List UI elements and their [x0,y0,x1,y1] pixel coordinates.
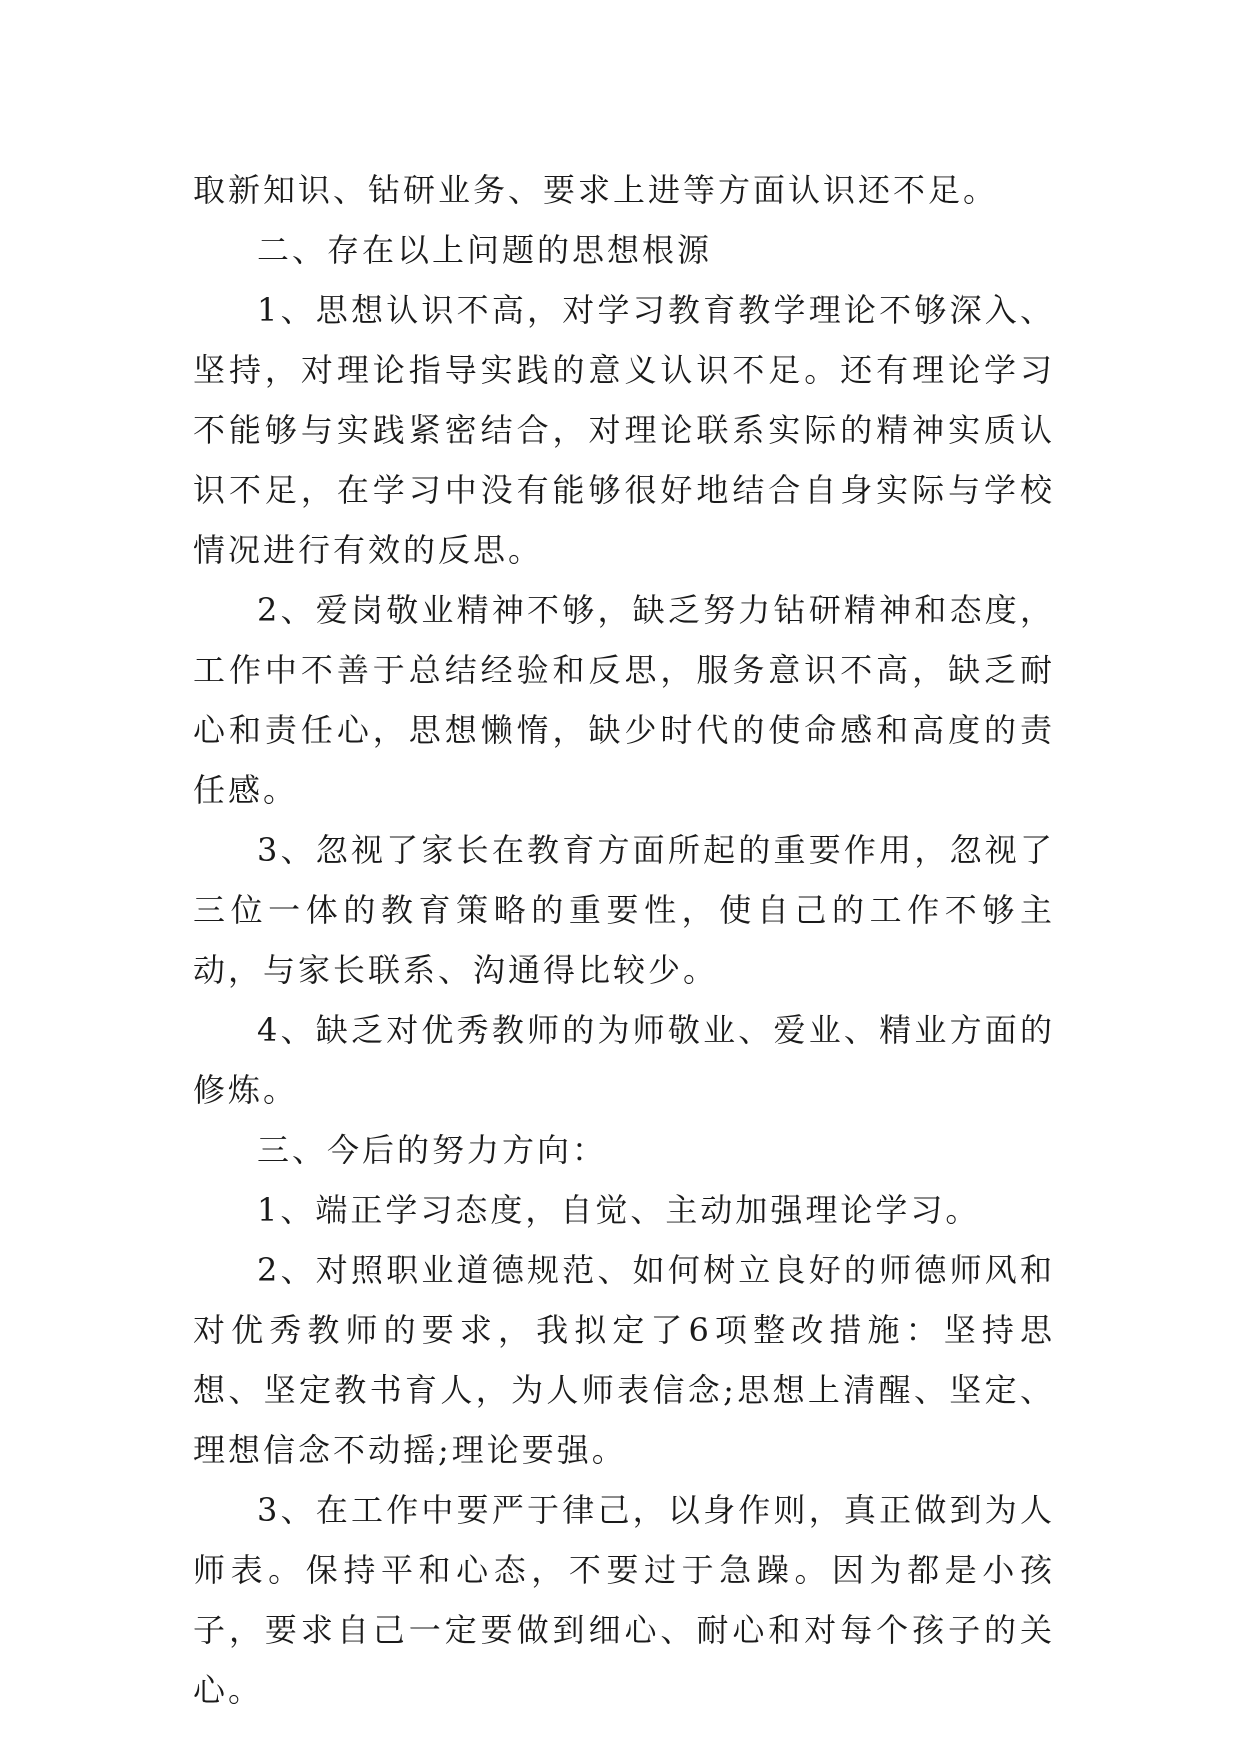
paragraph-cause-1: 1、思想认识不高，对学习教育教学理论不够深入、坚持，对理论指导实践的意义认识不足。还有理论学习不能够与实践紧密结合，对理论联系实际的精神实质认识不足，在学习中没有能够很好地结合自身实际与学校情况进行有效的反思。 [193,291,1055,569]
document-page [193,160,1055,1720]
paragraph-cause-4: 4、缺乏对优秀教师的为师敬业、爱业、精业方面的修炼。 [193,1011,1055,1109]
section-heading-causes: 二、存在以上问题的思想根源 [257,231,713,269]
section-heading-direction: 三、今后的努力方向： [257,1131,608,1169]
paragraph-cause-3: 3、忽视了家长在教育方面所起的重要作用，忽视了三位一体的教育策略的重要性，使自己的工作不够主动，与家长联系、沟通得比较少。 [193,831,1055,989]
paragraph-direction-2: 2、对照职业道德规范、如何树立良好的师德师风和对优秀教师的要求，我拟定了6项整改措施：坚持思想、坚定教书育人，为人师表信念;思想上清醒、坚定、理想信念不动摇;理论要强。 [193,1251,1055,1469]
paragraph-cause-2: 2、爱岗敬业精神不够，缺乏努力钻研精神和态度，工作中不善于总结经验和反思，服务意识不高，缺乏耐心和责任心，思想懒惰，缺少时代的使命感和高度的责任感。 [193,591,1055,809]
paragraph-direction-3: 3、在工作中要严于律己，以身作则，真正做到为人师表。保持平和心态，不要过于急躁。因为都是小孩子，要求自己一定要做到细心、耐心和对每个孩子的关心。 [193,1491,1055,1709]
paragraph-continuation: 取新知识、钻研业务、要求上进等方面认识还不足。 [193,171,999,209]
paragraph-direction-1: 1、端正学习态度，自觉、主动加强理论学习。 [257,1191,981,1229]
